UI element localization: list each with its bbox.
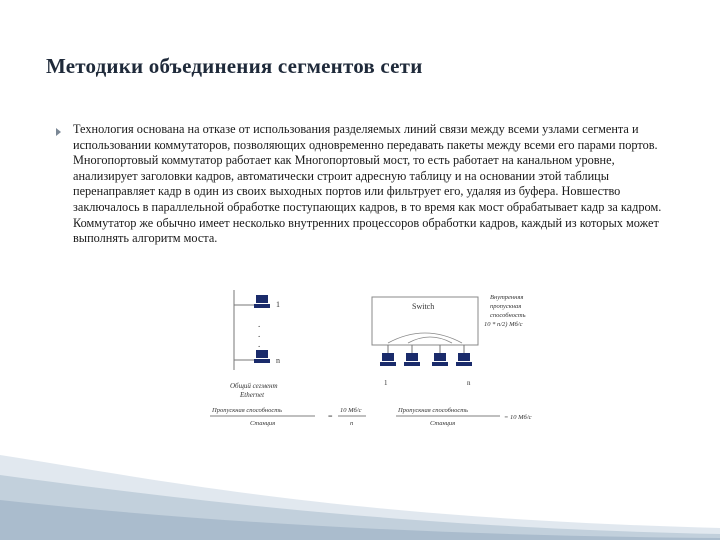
svg-text:=: = xyxy=(328,412,333,421)
right-note-3: способность xyxy=(490,312,526,319)
formula-mid-den: n xyxy=(350,420,354,427)
right-note-4: 10 * n/2) Мб/с xyxy=(484,321,523,328)
computer-icon xyxy=(404,353,420,366)
formula-left-den: Станция xyxy=(250,420,276,427)
formula-result: = 10 Мб/с xyxy=(504,414,532,421)
label-1: 1 xyxy=(276,300,280,309)
footer-wave-decoration xyxy=(0,440,720,540)
left-caption-1: Общий сегмент xyxy=(230,382,278,390)
network-diagram xyxy=(200,285,550,435)
computer-icon xyxy=(456,353,472,366)
formula-right-den: Станция xyxy=(430,420,456,427)
right-note-1: Внутренняя xyxy=(490,294,524,301)
label-n: n xyxy=(276,356,280,365)
port-label-1: 1 xyxy=(384,379,388,387)
body-text: Технология основана на отказе от использования разделяемых линий связи между всеми узлами сегмента и использовании коммутаторов, позволяющих одновременно передавать пакеты между всеми его парами портов. Многопортовый коммутатор работает как Многопортовый мост, то есть работает на канальном уровне, анализирует заголовки кадров, автоматически строит адресную таблицу и на основании этой таблицы перенаправляет кадр в один из своих выходных портов или фильтрует его, удаляя из буфера. Новшество заключалось в параллельной обработке поступающих кадров, в то время как мост обрабатывает кадр за кадром. Коммутатор же обычно имеет несколько внутренних процессоров обработки кадров, каждый из которых может выполнять алгоритм моста. xyxy=(73,122,662,246)
bullet-icon xyxy=(56,128,61,136)
computer-icon xyxy=(254,295,270,308)
computer-icon xyxy=(254,350,270,363)
formula-mid-num: 10 Мб/с xyxy=(340,407,362,414)
svg-text:.: . xyxy=(258,339,261,349)
slide-title: Методики объединения сегментов сети xyxy=(46,54,423,78)
port-label-n: n xyxy=(467,379,471,387)
switch-label: Switch xyxy=(412,302,435,311)
svg-text:.: . xyxy=(258,319,261,329)
svg-text:.: . xyxy=(258,329,261,339)
computer-icon xyxy=(380,353,396,366)
right-note-2: пропускная xyxy=(490,303,522,310)
left-caption-2: Ethernet xyxy=(240,391,265,399)
formula-left-num: Пропускная способность xyxy=(212,407,282,414)
formula-right-num: Пропускная способность xyxy=(398,407,468,414)
computer-icon xyxy=(432,353,448,366)
